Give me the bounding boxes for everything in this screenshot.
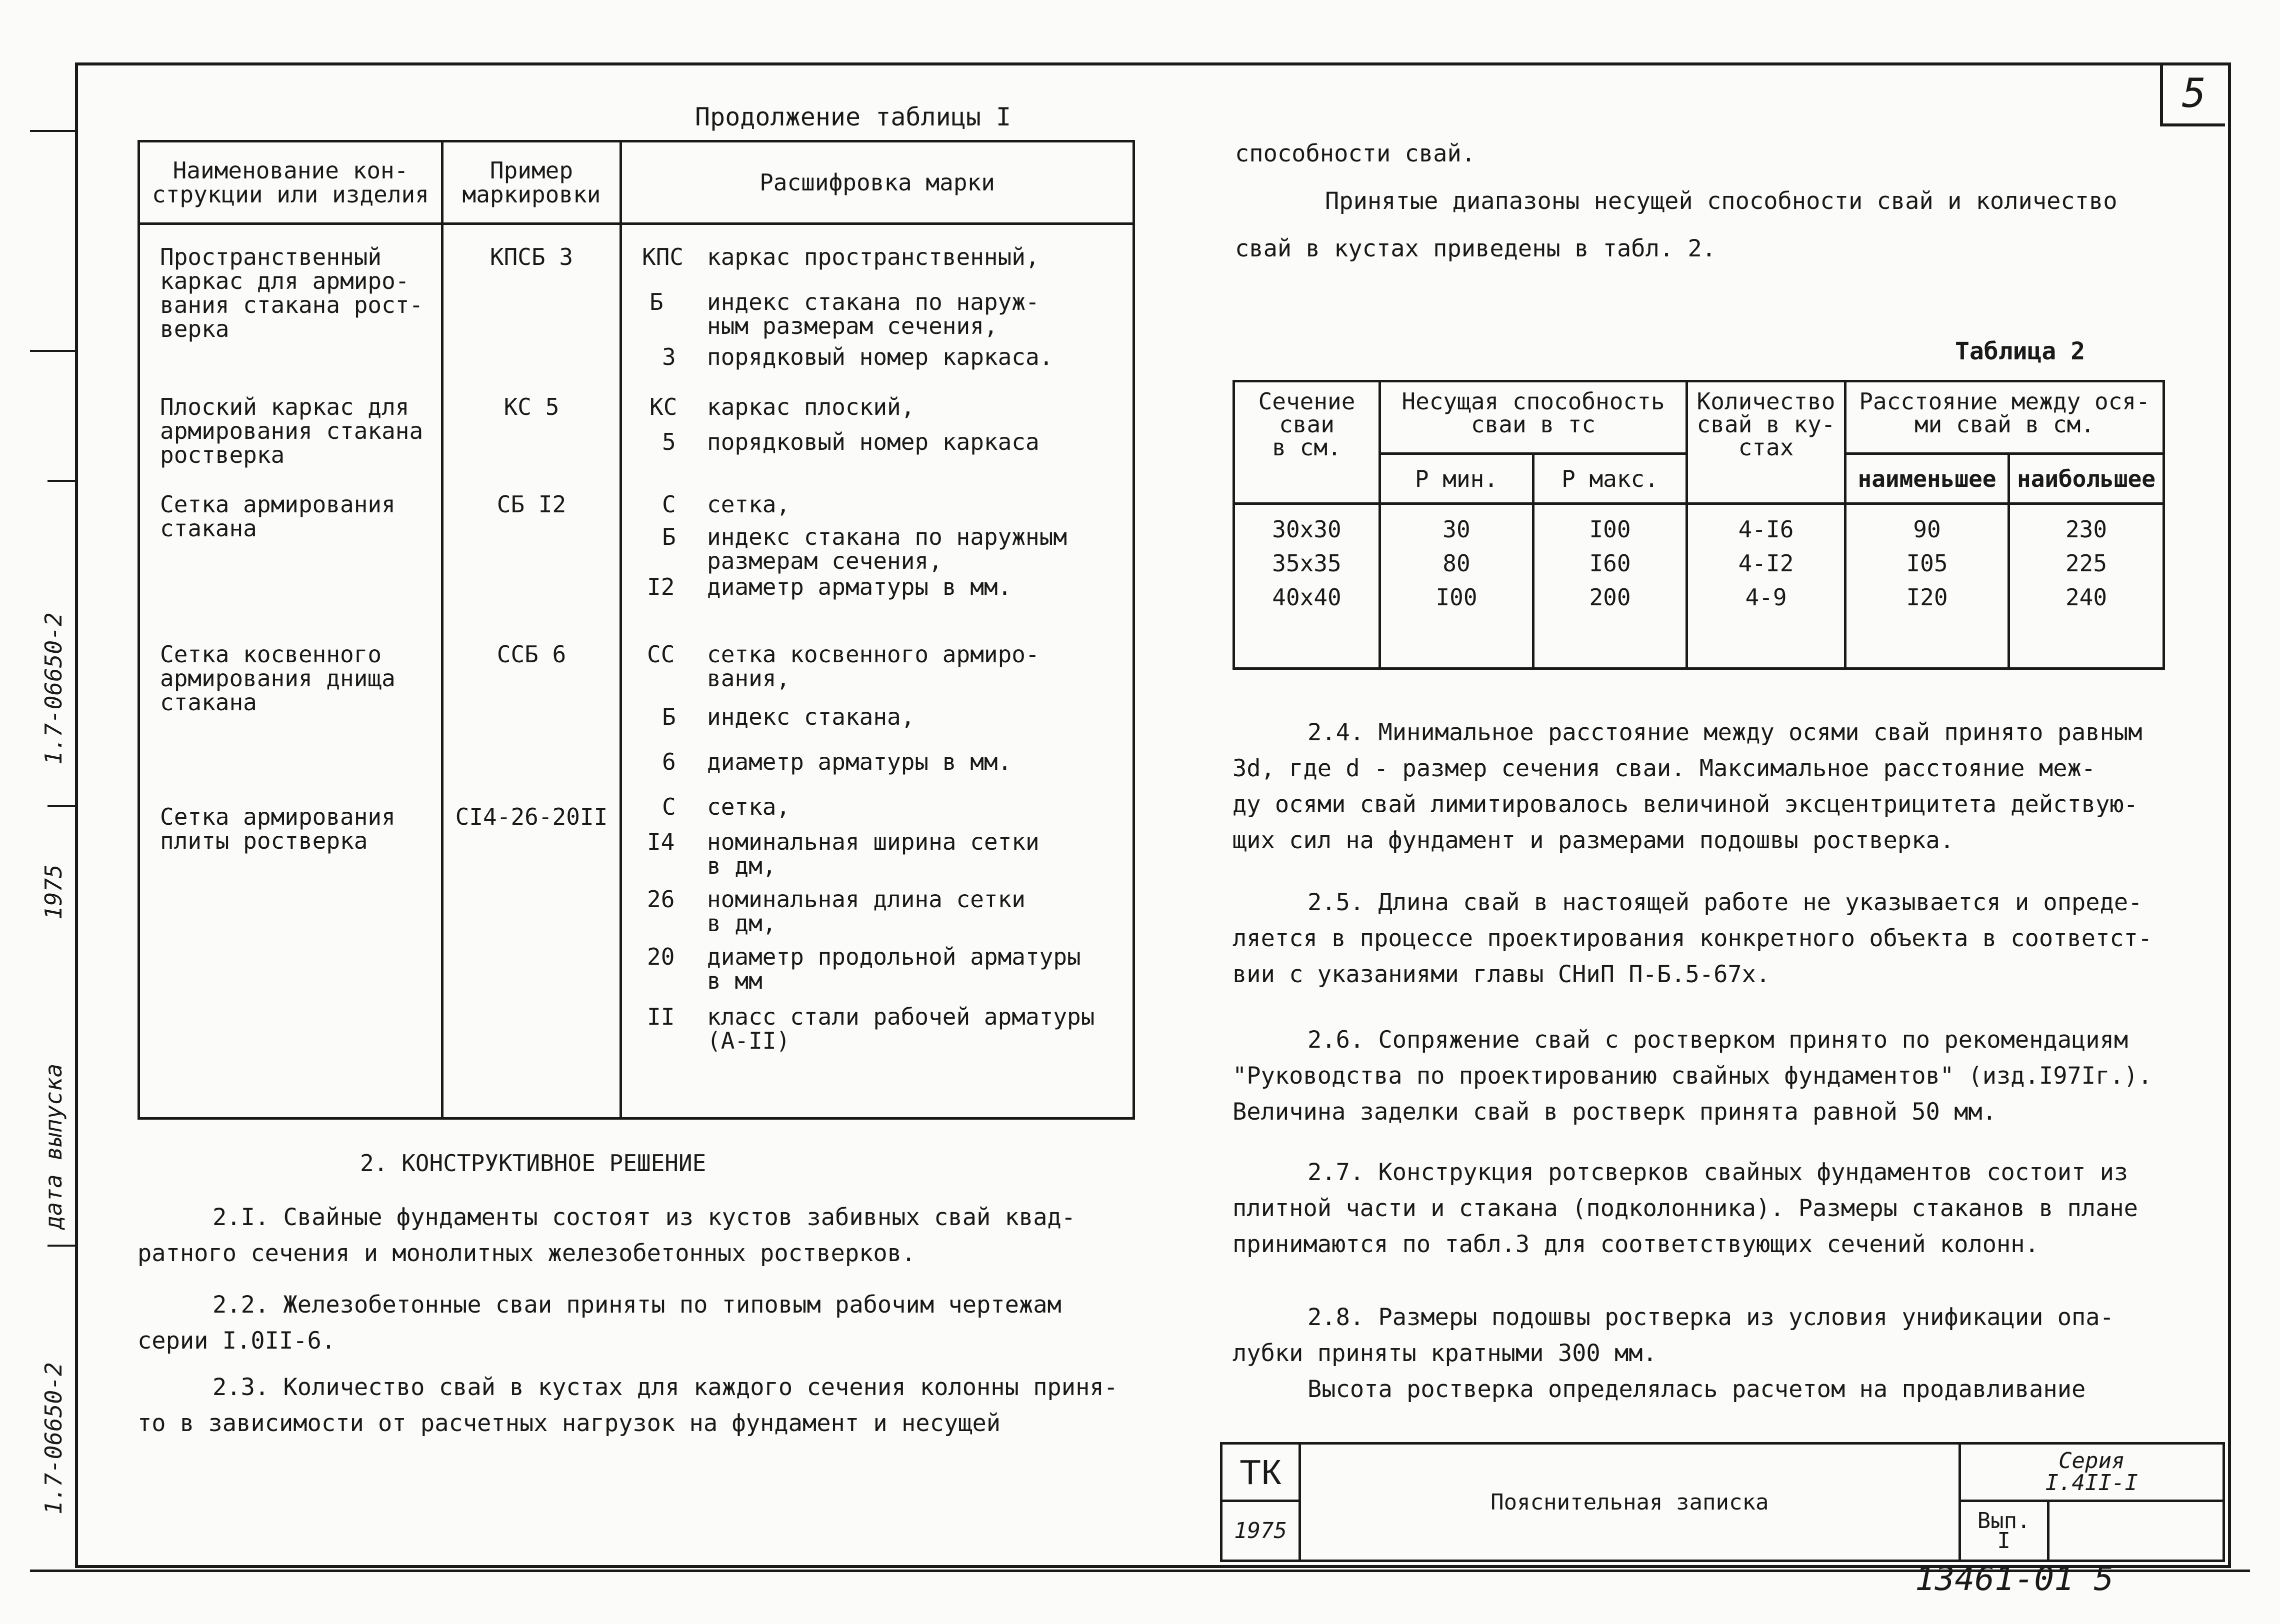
text-line: лубки приняты кратными 300 мм. [1232,1340,1657,1367]
table1-row-name: Сетка армирования стакана [160,491,396,542]
table2-header-distance: Расстояние между ося- ми свай в см. [1846,381,2164,454]
decode-text: порядковый номер каркаса [707,428,1040,455]
right-intro [1235,130,2160,272]
stamp-issue-value: I [1997,1528,2010,1554]
t2-cell: 4-I6 [1738,516,1794,543]
decode-text: индекс стакана, [707,703,915,730]
text-line: вии с указаниями главы СНиП П-Б.5-67х. [1232,961,1770,988]
t2-cell: 230 [2065,516,2108,543]
t2-cell: I00 [1589,516,1631,543]
decode-text: сетка, [707,491,790,518]
margin-code-top: 1.7-06650-2 [40,612,67,765]
stamp-org: ТК [1222,1444,1300,1501]
text-line: 2.7. Конструкция ротсверков свайных фундаментов состоит из [1308,1159,2128,1186]
decode-code: 20 [647,943,675,970]
table2-header-min: наименьшее [1846,454,2009,504]
decode-text: номинальная длина сетки в дм, [707,886,1026,937]
table1-row-mark: ССБ 6 [496,641,566,668]
margin-tick [48,1245,75,1247]
stamp-series-label: Серия [2058,1448,2125,1474]
text-line: плитной части и стакана (подколонника). Размеры стаканов в плане [1232,1195,2138,1222]
text-line: 2.6. Сопряжение свай с ростверком принято по рекомендациям [1308,1026,2128,1054]
text-line: 2.8. Размеры подошвы ростверка из условия унификации опа- [1308,1304,2114,1331]
decode-text: индекс стакана по наружным размерам сечения, [707,523,1068,574]
decode-text: диаметр продольной арматуры в мм [707,943,1081,994]
sheet-code: 13461-01 5 [1915,1560,2114,1598]
t2-cell: I00 [1436,584,1478,611]
table2-header-pmin: Р мин. [1380,454,1534,504]
table2-header-section: Сечение сваи в см. [1234,381,1380,504]
decode-code: СС [647,641,675,668]
section-title: 2. КОНСТРУКТИВНОЕ РЕШЕНИЕ [360,1150,706,1177]
table1-header-mark: Пример маркировки [442,141,621,224]
right-paragraph-2-6 [1232,1022,2162,1130]
decode-code: I4 [647,828,675,855]
table-1 [138,140,1135,1120]
t2-cell: I20 [1906,584,1948,611]
decode-text: номинальная ширина сетки в дм, [707,828,1040,879]
table1-header-decode: Расшифровка марки [621,141,1134,224]
table1-row-mark: СБ I2 [496,491,566,518]
text-line: серии I.0II-6. [138,1327,336,1355]
decode-text: каркас плоский, [707,393,915,420]
table1-caption: Продолжение таблицы I [695,102,1012,131]
t2-cell: 4-I2 [1738,550,1794,577]
title-block [1220,1442,2225,1562]
text-line: принимаются по табл.3 для соответствующих сечений колонн. [1232,1231,2039,1258]
decode-code: С [662,793,676,820]
decode-text: класс стали рабочей арматуры (А-II) [707,1003,1095,1054]
stamp-series [1960,1444,2224,1501]
text-line: ратного сечения и монолитных железобетонных ростверков. [138,1240,916,1267]
decode-code: Б [662,523,676,550]
text-line: Высота ростверка определялась расчетом на продавливание [1308,1376,2086,1403]
text-line: 2.I. Свайные фундаменты состоят из кустов забивных свай квад- [212,1204,1076,1231]
text-line: свай в кустах приведены в табл. 2. [1235,235,1716,262]
table2-header-capacity: Несущая способность сваи в тс [1380,381,1687,454]
decode-code: КС [650,393,678,420]
table1-header-name: Наименование кон- струкции или изделия [139,141,442,224]
table1-row-mark: СI4-26-20II [455,803,608,830]
text-line: Величина заделки свай в ростверк принята равной 50 мм. [1232,1098,1997,1126]
decode-code: Б [650,288,664,315]
decode-code: Б [662,703,676,730]
stamp-series-value: I.4II-I [2045,1470,2138,1496]
table1-row-mark: КС 5 [504,393,560,420]
right-paragraph-2-7 [1232,1155,2162,1263]
table1-row-name: Сетка косвенного армирования днища стакана [160,641,396,716]
table2-header-count: Количество свай в ку- стах [1687,381,1846,504]
stamp-title: Пояснительная записка [1300,1444,1960,1561]
text-line: ду осями свай лимитировалось величиной эксцентрицитета действую- [1232,791,2138,818]
stamp-empty [2048,1501,2224,1561]
margin-year: 1975 [40,864,67,920]
t2-cell: 225 [2065,550,2108,577]
table1-body [139,224,1134,1119]
text-line: 2.5. Длина свай в настоящей работе не указывается и опреде- [1308,889,2142,916]
table2-body [1234,504,2164,669]
stamp-issue-label: Вып. [1977,1508,2030,1534]
left-paragraph-2-1 [138,1200,1132,1272]
decode-text: сетка, [707,793,790,820]
t2-cell: 200 [1589,584,1631,611]
text-line: способности свай. [1235,140,1476,167]
decode-text: диаметр арматуры в мм. [707,748,1012,775]
t2-cell: 240 [2065,584,2108,611]
margin-tick [48,805,75,807]
margin-tick [48,480,75,482]
table2-caption: Таблица 2 [1955,337,2086,365]
t2-cell: 90 [1913,516,1941,543]
t2-cell: 30x30 [1272,516,1342,543]
table1-row-name: Сетка армирования плиты ростверка [160,803,396,854]
table1-row-name: Плоский каркас для армирования стакана ростверка [160,393,424,468]
page-number-box [2160,62,2225,126]
text-line: 3d, где d - размер сечения сваи. Максимальное расстояние меж- [1232,755,2096,782]
margin-code-bottom: 1.7-06650-2 [40,1362,67,1515]
right-paragraph-2-4 [1232,715,2162,859]
decode-text: порядковый номер каркаса. [707,343,1054,370]
text-line: 2.2. Железобетонные сваи приняты по типовым рабочим чертежам [212,1291,1062,1319]
t2-cell: 40x40 [1272,584,1342,611]
right-paragraph-2-5 [1232,885,2162,993]
decode-code: С [662,491,676,518]
table-2 [1232,380,2165,670]
t2-cell: 35x35 [1272,550,1342,577]
t2-cell: 80 [1442,550,1470,577]
table1-header-row [139,141,1134,224]
decode-code: 5 [662,428,676,455]
left-paragraph-2-3 [138,1370,1132,1442]
decode-text: каркас пространственный, [707,243,1040,270]
decode-code: 3 [662,343,676,370]
decode-code: КПС [642,243,684,270]
stamp-year: 1975 [1222,1501,1300,1561]
page-number: 5 [2182,69,2206,116]
text-line: 2.4. Минимальное расстояние между осями свай принято равным [1308,719,2142,746]
table1-row-mark: КПСБ 3 [490,243,574,270]
text-line: ляется в процессе проектирования конкретного объекта в соответст- [1232,925,2152,952]
t2-cell: I05 [1906,550,1948,577]
t2-cell: 30 [1442,516,1470,543]
text-line: то в зависимости от расчетных нагрузок на фундамент и несущей [138,1410,1001,1437]
decode-text: индекс стакана по наруж- ным размерам сечения, [707,288,1040,339]
t2-cell: I60 [1589,550,1631,577]
decode-text: сетка косвенного армиро- вания, [707,641,1040,692]
decode-code: I2 [647,573,675,600]
text-line: щих сил на фундамент и размерами подошвы ростверка. [1232,827,1954,854]
text-line: Принятые диапазоны несущей способности свай и количество [1325,187,2118,215]
text-line: 2.3. Количество свай в кустах для каждого сечения колонны приня- [212,1374,1118,1401]
left-paragraph-2-2 [138,1287,1132,1359]
decode-text: диаметр арматуры в мм. [707,573,1012,600]
margin-tick [30,350,75,352]
decode-code: 26 [647,886,675,913]
stamp-issue [1960,1501,2048,1561]
t2-cell: 4-9 [1745,584,1787,611]
decode-code: II [647,1003,675,1030]
table2-header-max: наибольшее [2009,454,2164,504]
right-paragraph-2-8 [1232,1300,2162,1408]
margin-tick [30,130,75,132]
text-line: "Руководства по проектированию свайных фундаментов" (изд.I97Iг.). [1232,1062,2152,1090]
table2-header-pmax: Р макс. [1534,454,1687,504]
table1-row-name: Пространственный каркас для армиро- вания стакана рост- верка [160,243,424,342]
decode-code: 6 [662,748,676,775]
margin-date-label: дата выпуска [40,1063,67,1230]
